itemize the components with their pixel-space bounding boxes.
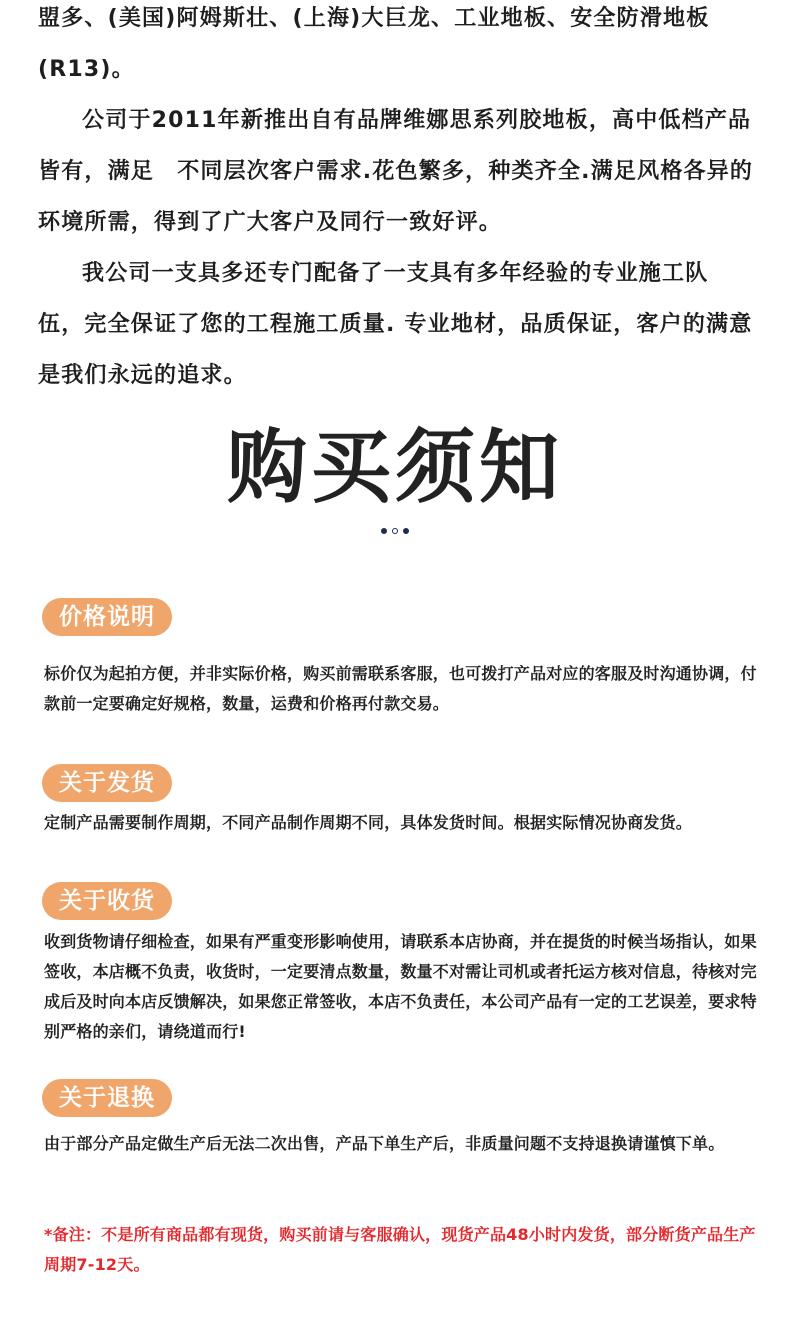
dot-icon	[403, 528, 409, 534]
purchase-notice-heading: 购买须知	[227, 421, 563, 514]
company-intro	[38, 0, 754, 401]
section-receiving	[44, 882, 764, 1047]
section-title-returns: 关于退换	[42, 1079, 172, 1117]
dot-icon	[381, 528, 387, 534]
section-title-receiving: 关于收货	[42, 882, 172, 920]
hollow-dot-icon	[392, 528, 398, 534]
section-title-price: 价格说明	[42, 598, 172, 636]
section-text-price: 标价仅为起拍方便，并非实际价格，购买前需联系客服，也可拨打产品对应的客服及时沟通协调，付款前一定要确定好规格，数量，运费和价格再付款交易。	[44, 664, 757, 713]
section-divider-dots	[0, 528, 790, 534]
stock-note: *备注：不是所有商品都有现货，购买前请与客服确认，现货产品48小时内发货，部分断货产品生产周期7-12天。	[44, 1225, 756, 1274]
intro-paragraph-brands: 盟多、(美国)阿姆斯壮、(上海)大巨龙、工业地板、安全防滑地板 (R13)。	[38, 6, 710, 82]
section-shipping	[44, 764, 764, 838]
intro-paragraph-construction-team: 我公司一支具多还专门配备了一支具有多年经验的专业施工队伍，完全保证了您的工程施工质量. 专业地材，品质保证，客户的满意是我们永远的追求。	[38, 261, 753, 388]
section-text-receiving: 收到货物请仔细检查，如果有严重变形影响使用，请联系本店协商，并在提货的时候当场指认，如果签收，本店概不负责，收货时，一定要清点数量，数量不对需让司机或者托运方核对信息，待核对完成后及时向本店反馈解决，如果您正常签收，本店不负责任，本公司产品有一定的工艺误差，要求特别严格的亲们，请绕道而行!	[44, 932, 757, 1041]
section-text-returns: 由于部分产品定做生产后无法二次出售，产品下单生产后，非质量问题不支持退换请谨慎下单。	[44, 1134, 725, 1153]
section-text-shipping: 定制产品需要制作周期，不同产品制作周期不同，具体发货时间。根据实际情况协商发货。	[44, 813, 693, 832]
section-title-shipping: 关于发货	[42, 764, 172, 802]
section-price	[44, 598, 764, 719]
section-returns	[44, 1079, 764, 1159]
intro-paragraph-own-brand: 公司于2011年新推出自有品牌维娜思系列胶地板，高中低档产品皆有，满足 不同层次客户需求.花色繁多，种类齐全.满足风格各异的环境所需，得到了广大客户及同行一致好评。	[38, 108, 754, 235]
